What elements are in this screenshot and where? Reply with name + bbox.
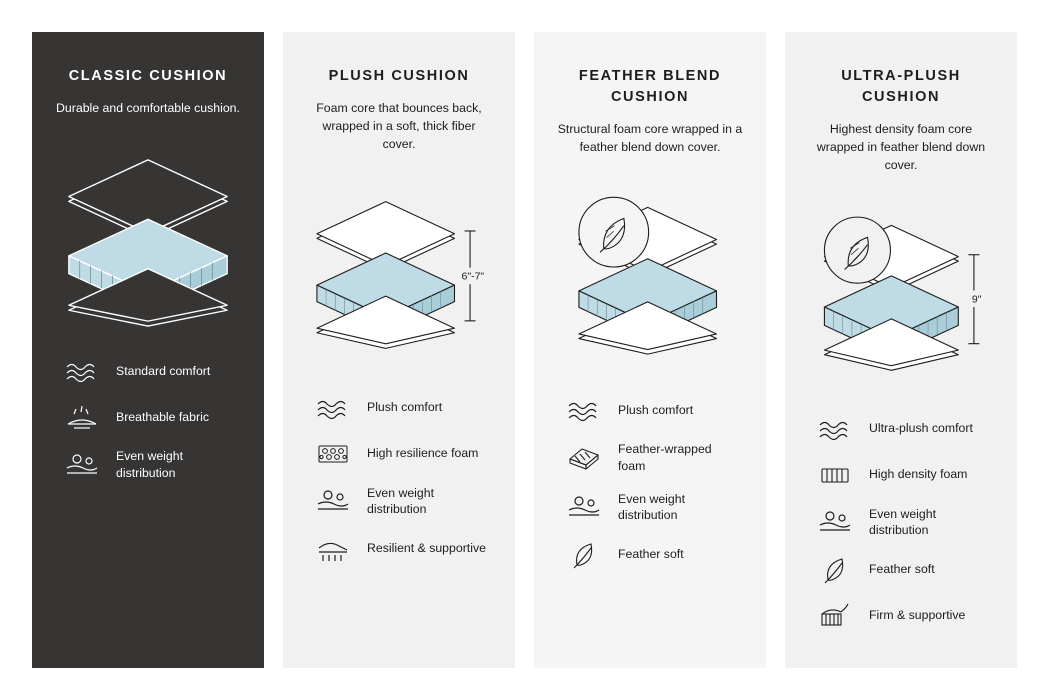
feature-item [62, 402, 242, 432]
even-weight-icon [313, 486, 353, 516]
card-title: FEATHER BLEND CUSHION [578, 68, 722, 106]
feature-item [815, 414, 995, 444]
even-weight-icon [815, 507, 855, 537]
cushion-exploded-diagram [807, 189, 995, 404]
feature-label: Ultra-plush comfort [869, 421, 973, 436]
feature-item [62, 356, 242, 386]
feature-label: Breathable fabric [116, 409, 209, 424]
wave-lines-icon [313, 393, 353, 423]
feature-item [313, 534, 493, 564]
leaf-icon [564, 540, 604, 570]
card-title: CLASSIC CUSHION [68, 68, 228, 84]
resilient-support-icon [313, 534, 353, 564]
feature-list [807, 414, 995, 631]
feature-item [313, 393, 493, 423]
feature-item [815, 460, 995, 490]
even-weight-icon [62, 450, 102, 480]
cushion-exploded-diagram [556, 170, 744, 385]
feature-label: Resilient & supportive [367, 541, 486, 556]
feature-list [556, 395, 744, 569]
cushion-layers-svg [556, 178, 744, 378]
feature-item [815, 506, 995, 539]
feature-item [62, 448, 242, 481]
cushion-card-ultra-plush [785, 32, 1017, 668]
feature-label: Feather soft [618, 547, 684, 562]
feather-wrapped-foam-icon [564, 443, 604, 473]
feature-label: Standard comfort [116, 363, 211, 378]
card-description: Durable and comfortable cushion. [56, 101, 240, 116]
honeycomb-foam-icon [313, 439, 353, 469]
card-title: ULTRA-PLUSH CUSHION [841, 68, 961, 106]
height-label: 6"-7" [461, 270, 485, 283]
wave-lines-icon [564, 395, 604, 425]
cushion-exploded-diagram [54, 131, 242, 346]
height-label: 9" [971, 293, 982, 306]
feature-item [564, 540, 744, 570]
leaf-badge-icon [824, 217, 890, 283]
wave-lines-icon [815, 414, 855, 444]
card-description: Highest density foam core wrapped in feather blend down cover. [816, 122, 986, 173]
feature-label: Even weight distribution [618, 491, 685, 523]
breathable-fabric-icon [62, 402, 102, 432]
firm-support-icon [815, 601, 855, 631]
card-description: Structural foam core wrapped in a feather blend down cover. [557, 122, 743, 155]
feature-item [564, 395, 744, 425]
cushion-card-feather-blend [534, 32, 766, 668]
cushion-layers-svg [807, 196, 995, 396]
feature-label: Plush comfort [618, 403, 694, 418]
feature-label: Even weight distribution [116, 449, 183, 480]
card-description: Foam core that bounces back, wrapped in a soft, thick fiber cover. [316, 101, 482, 152]
feature-label: Plush comfort [367, 400, 443, 415]
leaf-icon [815, 555, 855, 585]
cushion-layers-svg [305, 175, 493, 375]
cushion-exploded-diagram [305, 168, 493, 383]
feature-label: High density foam [869, 467, 968, 482]
card-title: PLUSH CUSHION [328, 68, 470, 84]
cushion-layers-svg [54, 139, 242, 339]
feature-label: Feather-wrapped foam [618, 442, 712, 473]
feature-label: Feather soft [869, 562, 935, 577]
feature-item [313, 439, 493, 469]
even-weight-icon [564, 492, 604, 522]
cushion-card-plush [283, 32, 515, 668]
feature-list [305, 393, 493, 564]
feature-label: High resilience foam [367, 446, 479, 461]
feature-label: Even weight distribution [367, 485, 434, 517]
feature-list [54, 356, 242, 481]
feature-item [564, 441, 744, 474]
feature-label: Even weight distribution [869, 506, 936, 538]
feature-item [564, 491, 744, 524]
leaf-badge-icon [579, 197, 649, 267]
cushion-card-classic [32, 32, 264, 668]
high-density-foam-icon [815, 460, 855, 490]
feature-label: Firm & supportive [869, 608, 966, 623]
wave-lines-icon [62, 356, 102, 386]
feature-item [815, 601, 995, 631]
feature-item [815, 555, 995, 585]
feature-item [313, 485, 493, 518]
